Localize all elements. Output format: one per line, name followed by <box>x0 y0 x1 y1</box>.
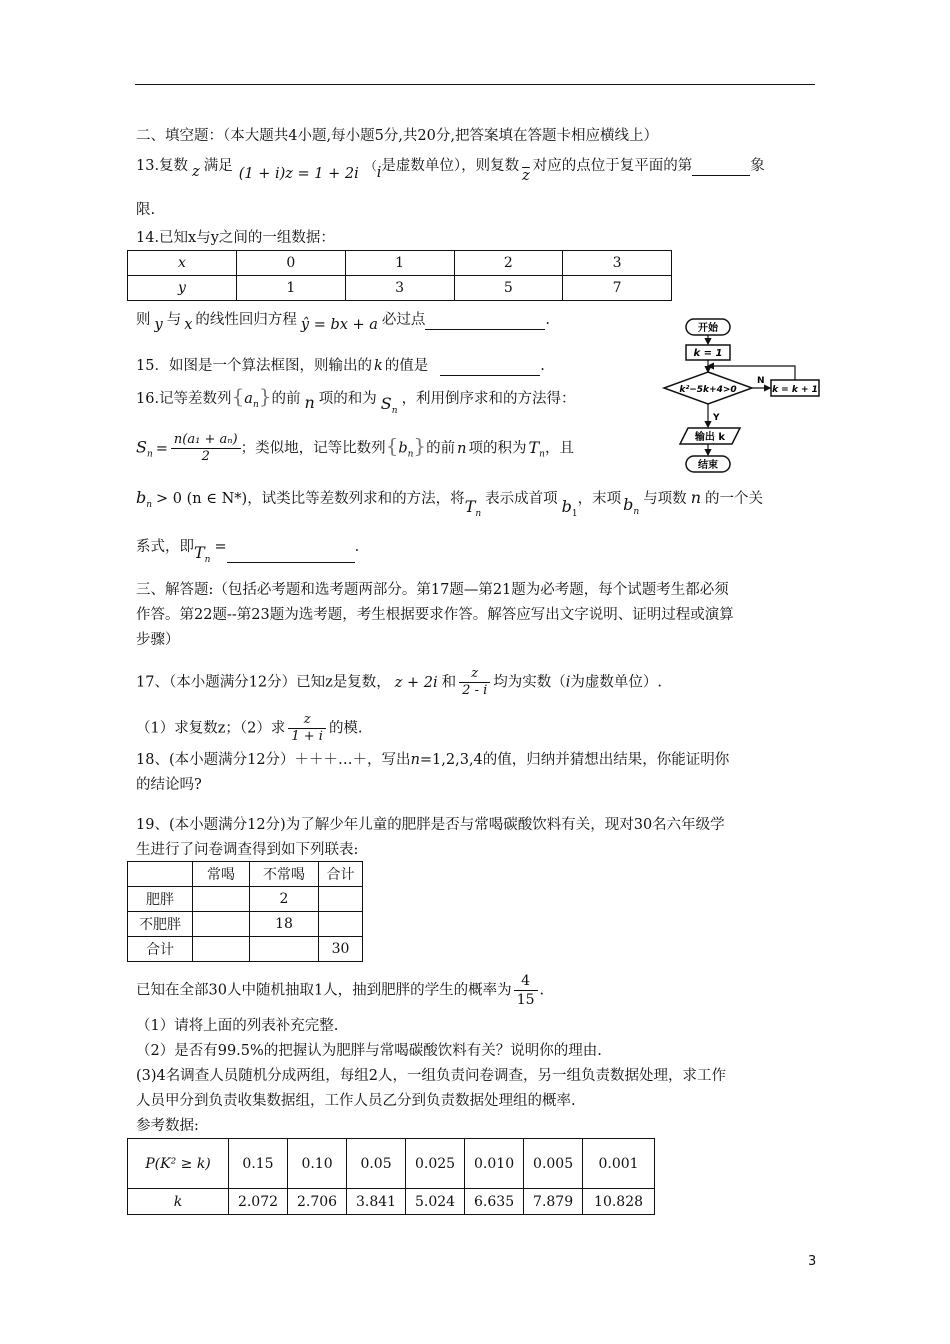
q19-probability: 已知在全部30人中随机抽取1人，抽到肥胖的学生的概率为 $\frac{4}{15}$ . <box>136 973 545 1008</box>
q17-line2: （1）求复数z；（2）求 $\frac{z}{1 + i}$ 的模. <box>136 712 363 744</box>
q14-question: 则 y 与 x 的线性回归方程 ŷ = bx + a 必过点 . <box>136 312 551 333</box>
table-cell: 1 <box>237 276 346 301</box>
section3-title-3: 步骤） <box>136 632 180 648</box>
q19-sub3-line1: (3)4名调查人员随机分成两组，每组2人，一组负责问卷调查，另一组负责数据处理，求工作 <box>136 1068 726 1084</box>
table-cell: 0.010 <box>465 1139 524 1189</box>
flow-condition-label: k²−5k+4>0 <box>679 385 737 395</box>
q16-line4: 系式，即$T_n=$ . <box>136 539 360 565</box>
q18-line2: 的结论吗? <box>136 777 202 793</box>
q14-table <box>127 250 672 301</box>
table-cell: 0.15 <box>229 1139 288 1189</box>
q19-sub1: （1）请将上面的列表补充完整. <box>136 1018 339 1034</box>
table-cell: k <box>128 1189 229 1215</box>
table-cell: 5.024 <box>406 1189 465 1215</box>
table-cell: 3 <box>345 276 454 301</box>
table-cell: 0 <box>237 251 346 276</box>
flow-end-label: 结束 <box>698 460 718 471</box>
table-cell: 常喝 <box>193 862 250 887</box>
q19-line2: 生进行了问卷调查得到如下列联表: <box>136 842 359 858</box>
table-cell <box>319 887 363 912</box>
table-cell: 3.841 <box>347 1189 406 1215</box>
page-number: 3 <box>808 1254 817 1269</box>
table-cell: P(K² ≥ k) <box>128 1139 229 1189</box>
table-cell: y <box>128 276 237 301</box>
table-cell: 6.635 <box>465 1189 524 1215</box>
table-cell: 2 <box>250 887 319 912</box>
table-cell <box>193 887 250 912</box>
table-cell: 7 <box>563 276 672 301</box>
header-rule <box>135 84 815 85</box>
q13-line1: 13.复数 z 满足 (1 + i)z = 1 + 2i （i是虚数单位），则复数$\overline{z}$对应的点位于复平面的第 象 <box>136 158 765 184</box>
table-cell: 7.879 <box>524 1189 583 1215</box>
q16-line3: $b_n > 0$ (n ∈ N*)，试类比等差数列求和的方法，将$T_n$表示成首项 $b_1$，末项 $b_n$与项数 n 的一个关 <box>136 488 763 519</box>
table-cell: 2.072 <box>229 1189 288 1215</box>
section3-title-1: 三、解答题:（包括必考题和选考题两部分。第17题—第21题为必考题，每个试题考生都必须 <box>136 582 729 598</box>
flow-no-label: N <box>757 376 765 386</box>
table-cell: 0.025 <box>406 1139 465 1189</box>
table-cell: 不肥胖 <box>128 912 193 937</box>
table-cell: 5 <box>454 276 563 301</box>
flow-update-label: k = k + 1 <box>772 385 818 395</box>
table-cell: 2 <box>454 251 563 276</box>
q19-line1: 19、(本小题满分12分)为了解少年儿童的肥胖是否与常喝碳酸饮料有关，现对30名六年级学 <box>136 817 725 833</box>
table-cell: 0.10 <box>288 1139 347 1189</box>
table-cell: 肥胖 <box>128 887 193 912</box>
reference-data-label: 参考数据: <box>136 1118 199 1134</box>
table-cell: 10.828 <box>583 1189 655 1215</box>
q16-line2: $S_n$ = $\frac{\text{n(a₁ + aₙ)}}{2}$ ；类似地，记等比数列$\{b_n\}$的前 n 项的积为 $T_n$，且 <box>136 432 574 464</box>
table-cell: 30 <box>319 937 363 962</box>
q15-question: 15．如图是一个算法框图，则输出的 k 的值是 . <box>136 358 545 374</box>
table-cell: 0.005 <box>524 1139 583 1189</box>
q16-line1: 16.记等差数列$\{a_n\}$的前 n 项的和为 $S_n$，利用倒序求和的方法得： <box>136 384 576 416</box>
q18-line1: 18、(本小题满分12分）＋＋＋…＋，写出n=1,2,3,4的值，归纳并猜想出结果，你能证明你 <box>136 752 730 768</box>
table-cell: 2.706 <box>288 1189 347 1215</box>
section3-title-2: 作答。第22题--第23题为选考题，考生根据要求作答。解答应写出文字说明、证明过程或演算 <box>136 607 734 623</box>
k2-critical-value-table <box>127 1138 655 1215</box>
table-cell <box>193 912 250 937</box>
q19-sub3-line2: 人员甲分到负责收集数据组，工作人员乙分到负责数据处理组的概率. <box>136 1093 576 1109</box>
flow-init-label: k = 1 <box>693 348 723 359</box>
table-cell: 18 <box>250 912 319 937</box>
flow-yes-label: Y <box>713 413 720 423</box>
q13-line2: 限. <box>136 202 156 218</box>
table-cell: 合计 <box>319 862 363 887</box>
table-cell: 0.001 <box>583 1139 655 1189</box>
q17-line1: 17、（本小题满分12分）已知z是复数， z + 2i 和 $\frac{z}{2 - i}$ 均为实数（i为虚数单位）. <box>136 666 663 698</box>
table-cell <box>193 937 250 962</box>
table-cell <box>319 912 363 937</box>
table-cell: 不常喝 <box>250 862 319 887</box>
table-cell: 0.05 <box>347 1139 406 1189</box>
table-cell: 3 <box>563 251 672 276</box>
table-cell <box>250 937 319 962</box>
flow-start-label: 开始 <box>698 323 718 334</box>
table-cell: 1 <box>345 251 454 276</box>
q14-intro: 14.已知x与y之间的一组数据： <box>136 230 335 246</box>
table-cell: x <box>128 251 237 276</box>
q19-contingency-table <box>127 861 363 962</box>
algorithm-flowchart <box>660 316 820 476</box>
table-cell <box>128 862 193 887</box>
q19-sub2: （2）是否有99.5%的把握认为肥胖与常喝碳酸饮料有关？说明你的理由. <box>136 1043 602 1059</box>
flow-output-label: 输出 k <box>694 432 726 443</box>
table-cell: 合计 <box>128 937 193 962</box>
section2-title: 二、填空题：（本大题共4小题,每小题5分,共20分,把答案填在答题卡相应横线上） <box>136 128 658 144</box>
